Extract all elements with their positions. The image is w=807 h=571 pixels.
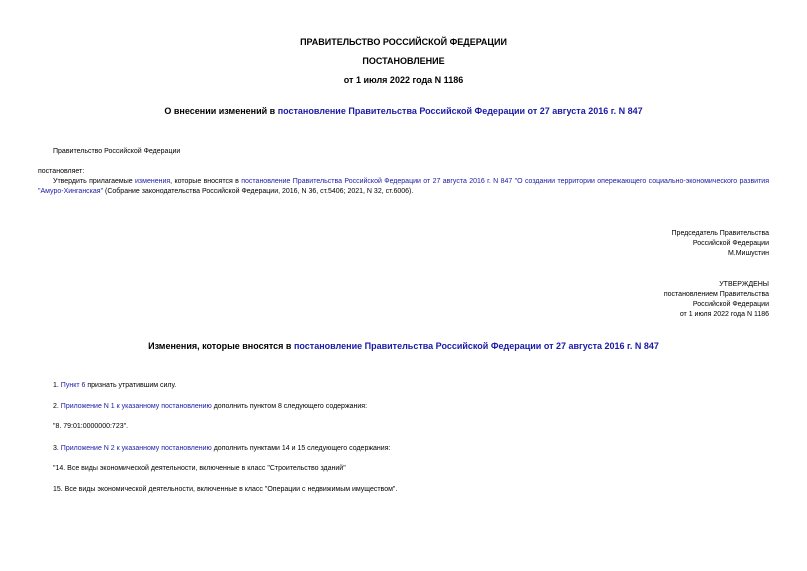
document-title [0,106,807,116]
item2-link[interactable]: Приложение N 1 к указанному постановлению [60,403,212,410]
changes-title-link[interactable]: постановление Правительства Российской Федерации от 27 августа 2016 г. N 847 [293,341,659,351]
list-item [53,381,176,391]
approved-date: от 1 июля 2022 года N 1186 [679,311,769,318]
signature-position: Председатель Правительства [671,230,769,237]
signature-name: М.Мишустин [727,250,769,257]
changes-link[interactable]: изменения [135,178,171,185]
resolution-847-link[interactable]: постановление Правительства Российской Федерации от 27 августа 2016 г. N 847 "О создании территории опережающего социально-экономического развития "Амуро-Хинганская" [38,178,769,195]
item1-link[interactable]: Пункт 6 [60,382,86,389]
document-type: ПОСТАНОВЛЕНИЕ [362,56,445,66]
item3-quote-14: "14. Все виды экономической деятельности, включенные в класс "Строительство зданий" [53,465,346,472]
issuing-body: Правительство Российской Федерации [53,148,181,155]
signature-org: Российской Федерации [692,240,769,247]
p1-start: Утвердить прилагаемые [53,178,136,185]
item1-text: признать утратившим силу. [85,382,177,389]
approved-label: УТВЕРЖДЕНЫ [719,281,769,288]
item3-number: 3. [53,445,61,452]
changes-title [0,341,807,351]
signature-block [672,229,769,259]
p1-middle: , которые вносятся в [170,178,242,185]
approved-org: Российской Федерации [692,301,769,308]
main-paragraph [38,177,769,197]
item2-number: 2. [53,403,61,410]
item2-text: дополнить пунктом 8 следующего содержания: [211,403,368,410]
title-link[interactable]: постановление Правительства Российской Федерации от 27 августа 2016 г. N 847 [277,106,643,116]
approved-by: постановлением Правительства [663,291,769,298]
item3-text: дополнить пунктами 14 и 15 следующего содержания: [211,445,391,452]
changes-title-prefix: Изменения, которые вносятся в [148,341,294,351]
item3-quote-15: 15. Все виды экономической деятельности, включенные в класс "Операции с недвижимым имуществом". [53,486,398,493]
government-header: ПРАВИТЕЛЬСТВО РОССИЙСКОЙ ФЕДЕРАЦИИ [300,37,507,47]
item3-link[interactable]: Приложение N 2 к указанному постановлению [60,445,212,452]
list-item [53,402,367,412]
item1-number: 1. [53,382,61,389]
approval-block [664,280,769,320]
item2-quote: "8. 79:01:0000000:723". [53,423,129,430]
document-date: от 1 июля 2022 года N 1186 [343,75,464,85]
p1-end: (Собрание законодательства Российской Федерации, 2016, N 36, ст.5406; 2021, N 32, ст.6006). [103,188,414,195]
title-prefix: О внесении изменений в [164,106,278,116]
list-item [53,444,390,454]
decrees-word: постановляет: [38,168,85,175]
